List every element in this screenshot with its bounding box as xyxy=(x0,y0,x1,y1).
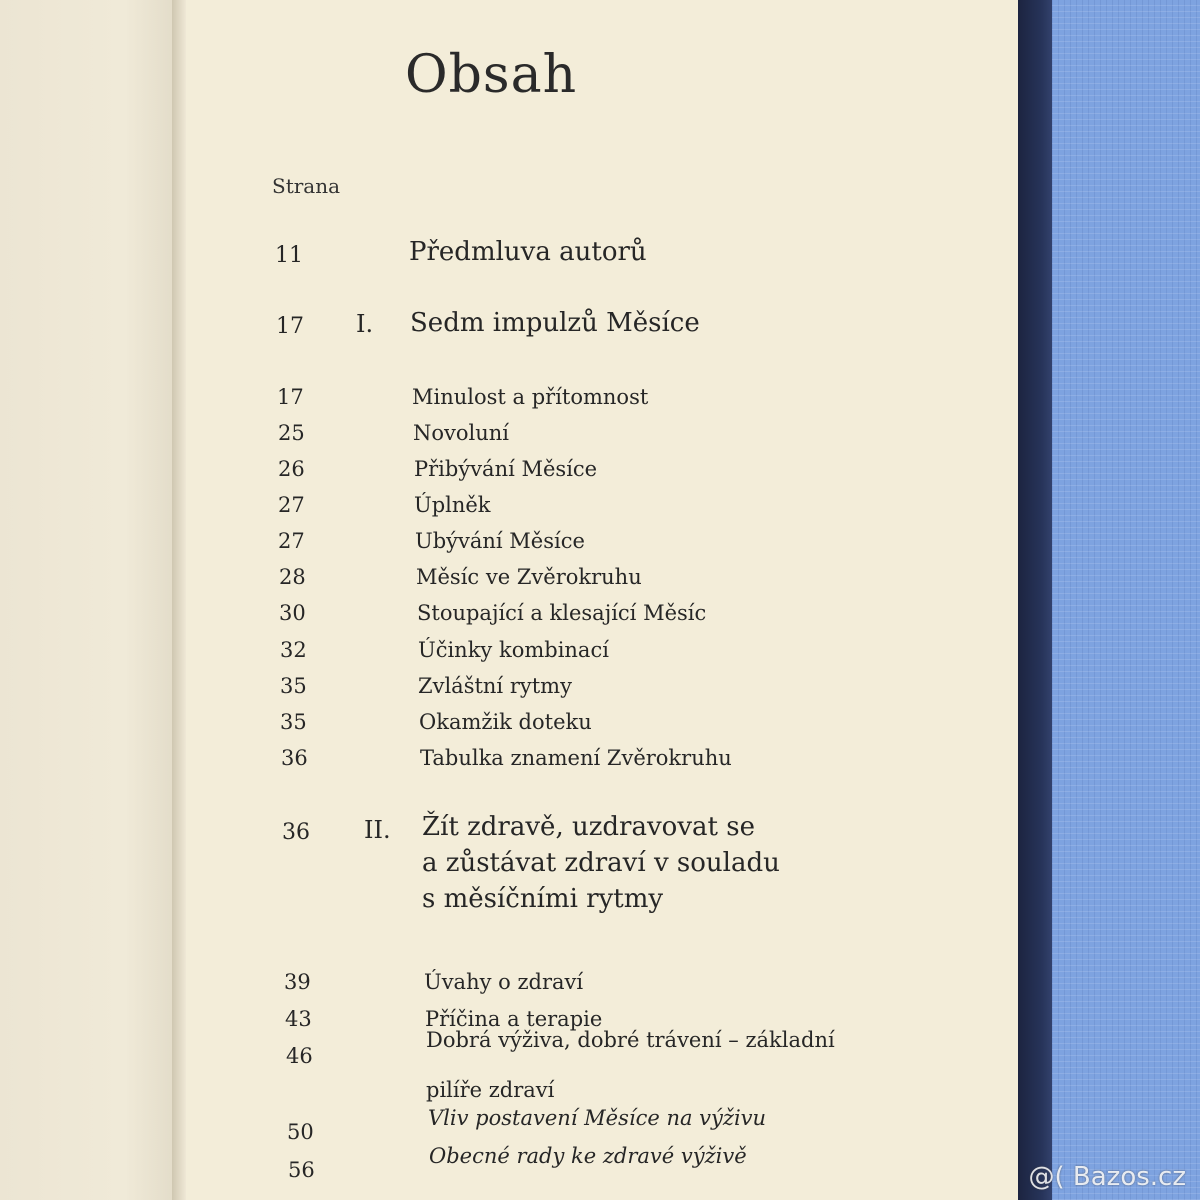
toc-entry-title: Zvláštní rytmy xyxy=(418,674,572,698)
book-gutter xyxy=(172,0,186,1200)
toc-entry-title: Úvahy o zdraví xyxy=(424,970,584,994)
toc-entry-title: Přibývání Měsíce xyxy=(414,457,598,481)
toc-entry-title: Tabulka znamení Zvěrokruhu xyxy=(420,746,732,770)
toc-page-number: 56 xyxy=(288,1158,315,1182)
toc-chapter-title-line: a zůstávat zdraví v souladu xyxy=(422,848,780,878)
toc-entry-title: Úplněk xyxy=(414,493,491,517)
page-title: Obsah xyxy=(405,45,578,105)
toc-page-number: 26 xyxy=(278,457,305,481)
page-column-label: Strana xyxy=(272,174,341,198)
toc-entry-title: Stoupající a klesající Měsíc xyxy=(417,601,707,625)
toc-entry-title: Obecné rady ke zdravé výživě xyxy=(429,1144,747,1168)
toc-entry-title: Vliv postavení Měsíce na výživu xyxy=(428,1106,767,1130)
toc-page-number: 17 xyxy=(277,385,304,409)
toc-page-number: 27 xyxy=(278,493,305,517)
toc-chapter-title-line: s měsíčními rytmy xyxy=(422,884,664,914)
toc-page-number: 11 xyxy=(275,243,303,268)
toc-page-number: 50 xyxy=(287,1120,314,1144)
toc-entry-title: Novoluní xyxy=(413,421,510,445)
toc-page-number: 39 xyxy=(284,970,311,994)
toc-chapter-title: Sedm impulzů Měsíce xyxy=(410,308,700,338)
toc-page-number: 35 xyxy=(280,674,307,698)
toc-page-number: 36 xyxy=(282,820,310,845)
toc-page-number: 28 xyxy=(279,565,306,589)
toc-page-number: 32 xyxy=(280,638,307,662)
toc-entry-title-line: pilíře zdraví xyxy=(426,1078,555,1102)
toc-page-number: 25 xyxy=(278,421,305,445)
toc-page-number: 17 xyxy=(276,314,304,339)
toc-chapter-number: I. xyxy=(356,310,374,338)
toc-chapter-title-line: Žít zdravě, uzdravovat se xyxy=(422,812,755,842)
toc-entry-title: Ubývání Měsíce xyxy=(415,529,585,553)
toc-page-number: 43 xyxy=(285,1007,312,1031)
toc-page-number: 30 xyxy=(279,601,306,625)
toc-entry-title: Příčina a terapie xyxy=(425,1007,603,1031)
toc-page-number: 46 xyxy=(286,1044,313,1068)
toc-entry-title: Minulost a přítomnost xyxy=(412,385,649,409)
watermark: @( Bazos.cz xyxy=(1028,1162,1186,1192)
toc-page-number: 36 xyxy=(281,746,308,770)
toc-entry-title: Měsíc ve Zvěrokruhu xyxy=(416,565,642,589)
toc-entry-title-line: Dobrá výživa, dobré trávení – základní xyxy=(426,1028,835,1052)
toc-chapter-number: II. xyxy=(364,816,391,844)
toc-page-number: 35 xyxy=(280,710,307,734)
toc-entry-title: Účinky kombinací xyxy=(418,638,609,662)
blue-background xyxy=(1052,0,1200,1200)
toc-entry-title: Okamžik doteku xyxy=(419,710,592,734)
toc-chapter-title: Předmluva autorů xyxy=(409,237,647,267)
left-page xyxy=(0,0,179,1200)
toc-page-number: 27 xyxy=(278,529,305,553)
